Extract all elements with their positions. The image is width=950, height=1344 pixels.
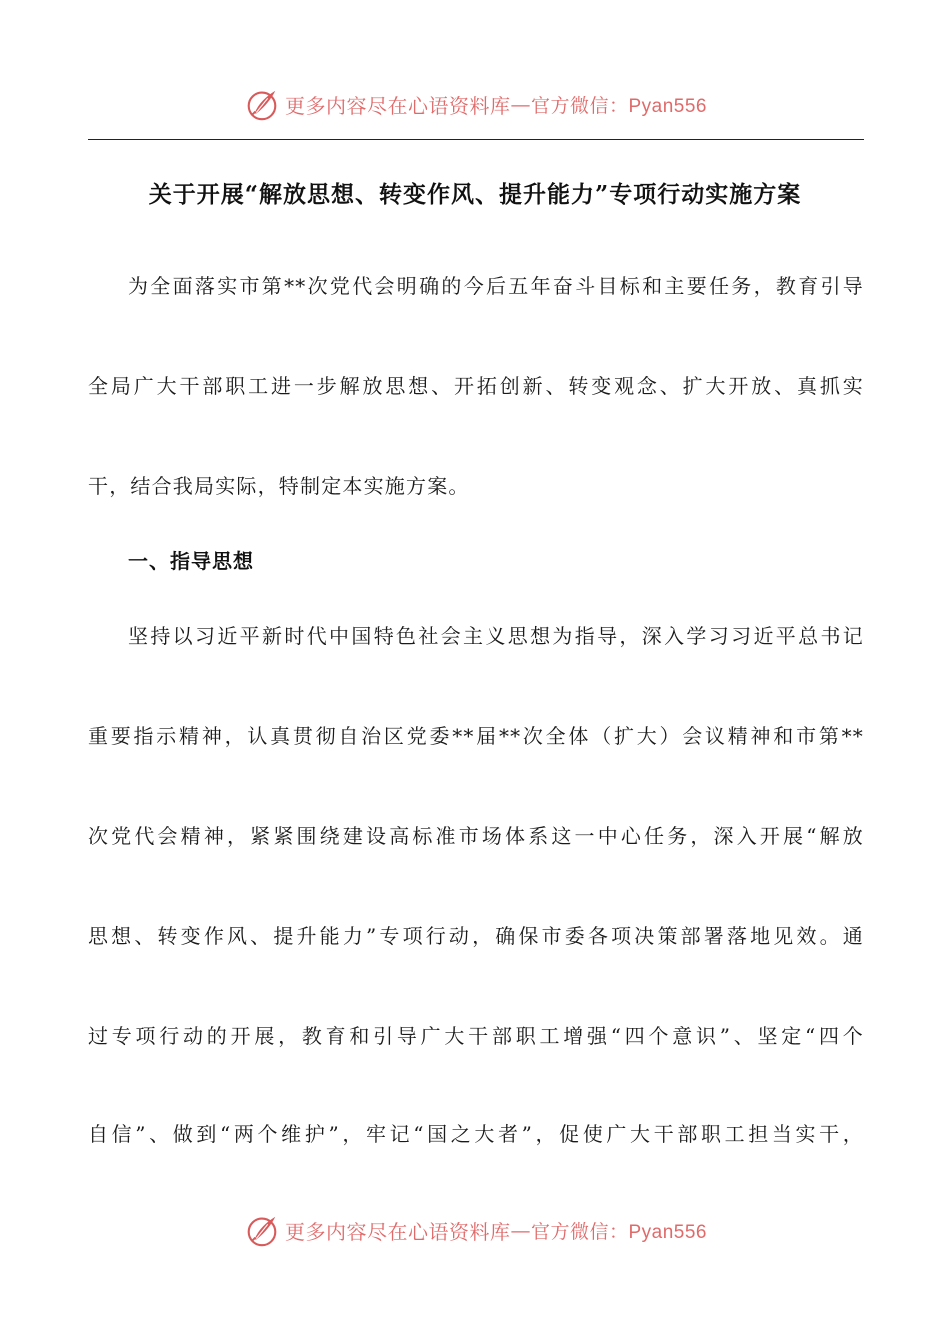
intro-line-2: 全局广大干部职工进一步解放思想、开拓创新、转变观念、扩大开放、真抓实: [88, 374, 864, 398]
watermark-dash: —: [510, 92, 531, 116]
quill-logo-icon: [243, 85, 281, 123]
section-heading-guiding-ideology: 一、指导思想: [128, 549, 254, 573]
watermark-dash: —: [510, 1218, 531, 1242]
intro-line-1: 为全面落实市第**次党代会明确的今后五年奋斗目标和主要任务，教育引导: [128, 274, 864, 298]
watermark-banner-bottom: [0, 1208, 950, 1252]
watermark-banner-top: [0, 82, 950, 126]
watermark-main-text: 更多内容尽在心语资料库: [284, 1219, 511, 1244]
watermark-wechat-text: 官方微信：Pyan556: [530, 95, 707, 117]
intro-line-3: 干，结合我局实际，特制定本实施方案。: [88, 474, 470, 498]
section1-line-2: 重要指示精神，认真贯彻自治区党委**届**次全体（扩大）会议精神和市第**: [88, 724, 864, 748]
document-title: 关于开展“解放思想、转变作风、提升能力”专项行动实施方案: [148, 181, 802, 208]
watermark-main-text: 更多内容尽在心语资料库: [284, 93, 511, 118]
section1-line-4: 思想、转变作风、提升能力”专项行动，确保市委各项决策部署落地见效。通: [88, 924, 864, 948]
section1-line-6: 自信”、做到“两个维护”，牢记“国之大者”，促使广大干部职工担当实干，: [88, 1122, 864, 1146]
watermark-wechat-text: 官方微信：Pyan556: [530, 1221, 707, 1243]
header-divider: [88, 139, 864, 140]
quill-logo-icon: [243, 1211, 281, 1249]
section1-line-3: 次党代会精神，紧紧围绕建设高标准市场体系这一中心任务，深入开展“解放: [88, 824, 864, 848]
section1-line-5: 过专项行动的开展，教育和引导广大干部职工增强“四个意识”、坚定“四个: [88, 1024, 864, 1048]
section1-line-1: 坚持以习近平新时代中国特色社会主义思想为指导，深入学习习近平总书记: [128, 624, 864, 648]
